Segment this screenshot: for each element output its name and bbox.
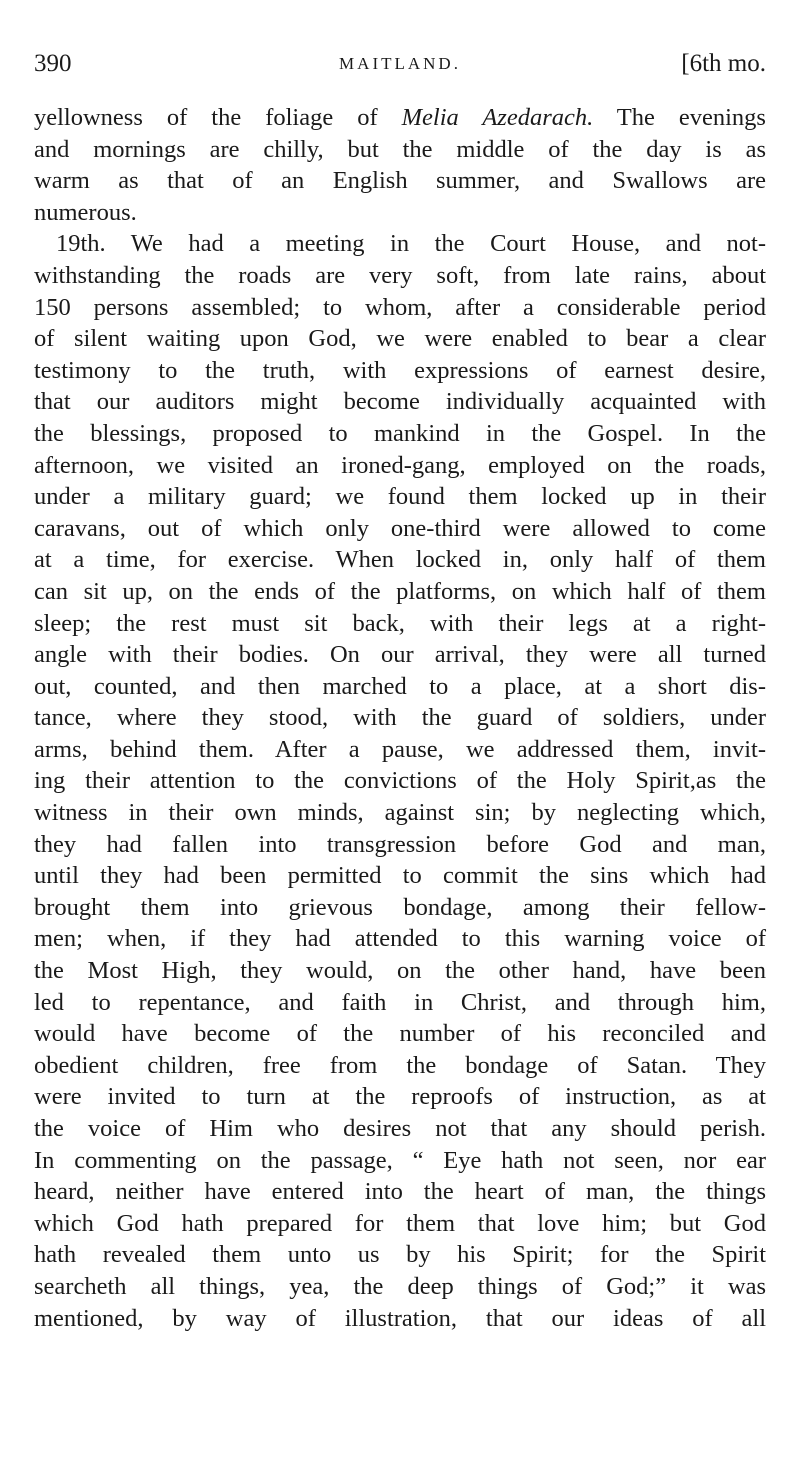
italic-species-name: Melia Azedarach.	[401, 104, 594, 131]
text-line: withstanding the roads are very soft, from late rains, about	[34, 261, 766, 289]
text-line: heard, neither have entered into the heart of man, the things	[34, 1178, 766, 1206]
text-line: testimony to the truth, with expressions of earnest desire,	[34, 356, 766, 384]
text-line: 150 persons assembled; to whom, after a considerable period	[34, 293, 766, 321]
running-head	[34, 40, 766, 90]
text-line: mentioned, by way of illustration, that our ideas of all	[34, 1304, 766, 1332]
text-line: afternoon, we visited an ironed-gang, employed on the roads,	[34, 451, 766, 479]
text-line: they had fallen into transgression before God and man,	[34, 830, 766, 858]
text-line: would have become of the number of his reconciled and	[34, 1020, 766, 1048]
running-date: [6th mo.	[681, 50, 766, 77]
book-page	[34, 40, 766, 1334]
text-line: until they had been permitted to commit the sins which had	[34, 862, 766, 890]
text-line: led to repentance, and faith in Christ, and through him,	[34, 988, 766, 1016]
text-line: which God hath prepared for them that love him; but God	[34, 1209, 766, 1237]
running-title: MAITLAND.	[339, 54, 461, 73]
text-line: arms, behind them. After a pause, we addressed them, invit-	[34, 735, 766, 763]
text-line: witness in their own minds, against sin; by neglecting which,	[34, 799, 766, 827]
text-line: and mornings are chilly, but the middle of the day is as	[34, 135, 766, 163]
text-line: ing their attention to the convictions of the Holy Spirit,as the	[34, 767, 766, 795]
body-text	[34, 102, 766, 1334]
text-line: under a military guard; we found them locked up in their	[34, 483, 766, 511]
text-line: tance, where they stood, with the guard of soldiers, under	[34, 704, 766, 732]
text-line: warm as that of an English summer, and Swallows are	[34, 167, 766, 195]
text-line: at a time, for exercise. When locked in, only half of them	[34, 546, 766, 574]
text-line: sleep; the rest must sit back, with their legs at a right-	[34, 609, 766, 637]
text-line: searcheth all things, yea, the deep things of God;” it was	[34, 1272, 766, 1300]
text-line: In commenting on the passage, “ Eye hath not seen, nor ear	[34, 1146, 766, 1174]
text-line	[34, 102, 766, 134]
text-line: hath revealed them unto us by his Spirit; for the Spirit	[34, 1241, 766, 1269]
text-line: numerous.	[34, 198, 137, 226]
text-line: were invited to turn at the reproofs of instruction, as at	[34, 1083, 766, 1111]
page-number: 390	[34, 50, 72, 77]
text-line: the Most High, they would, on the other hand, have been	[34, 957, 766, 985]
text-line: angle with their bodies. On our arrival, they were all turned	[34, 641, 766, 669]
text-line: the voice of Him who desires not that any should perish.	[34, 1115, 766, 1142]
paragraph-start-line: 19th. We had a meeting in the Court House, and not-	[56, 230, 766, 258]
text-line: can sit up, on the ends of the platforms, on which half of them	[34, 577, 766, 605]
text-line: men; when, if they had attended to this warning voice of	[34, 925, 766, 953]
text-line: brought them into grievous bondage, among their fellow-	[34, 893, 766, 921]
text-line: obedient children, free from the bondage of Satan. They	[34, 1051, 766, 1079]
text-line: out, counted, and then marched to a place, at a short dis-	[34, 672, 766, 700]
text-line: that our auditors might become individually acquainted with	[34, 388, 766, 416]
text-line: caravans, out of which only one-third were allowed to come	[34, 514, 766, 542]
text-segment: The evenings	[593, 104, 766, 131]
text-line: of silent waiting upon God, we were enabled to bear a clear	[34, 325, 766, 353]
text-segment: yellowness of the foliage of	[34, 104, 402, 131]
text-line: the blessings, proposed to mankind in the Gospel. In the	[34, 419, 766, 447]
